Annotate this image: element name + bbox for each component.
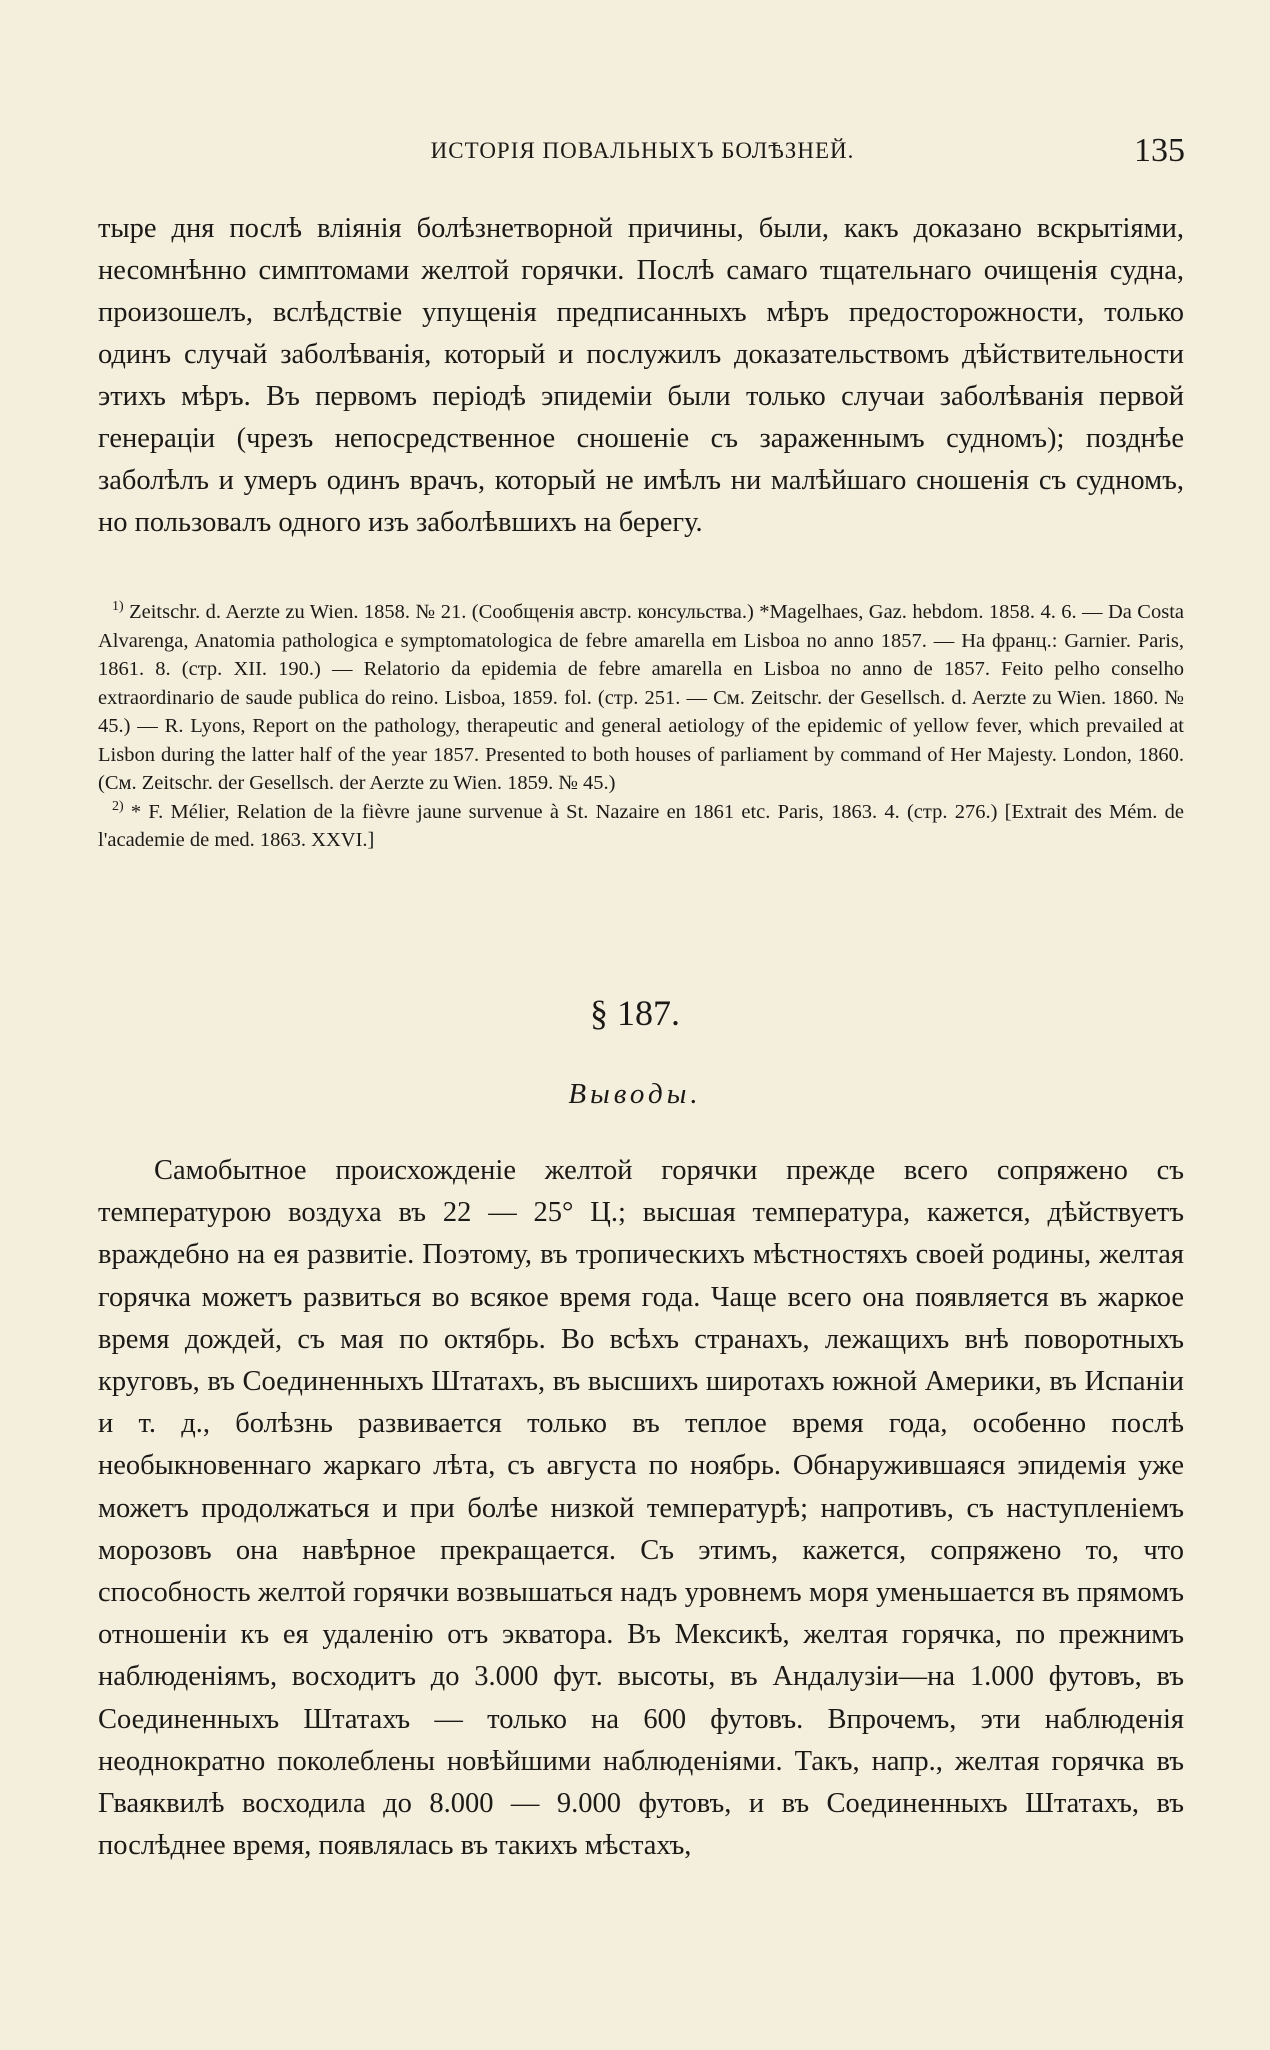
running-title: ИСТОРІЯ ПОВАЛЬНЫХЪ БОЛѢЗНЕЙ. — [430, 138, 855, 163]
section-heading: Выводы. — [568, 1078, 702, 1110]
footnote-1 — [98, 598, 1184, 798]
page-number: 135 — [1134, 132, 1185, 169]
footnote-1-text: Zeitschr. d. Aerzte zu Wien. 1858. № 21. (Сообщенія австр. консульства.) *Magelhaes, Gaz. hebdom. 1858. 4. 6. — Da Costa Alvarenga, Anatomia pathologica e symptomatologica de febre amarella em Lisboa no anno 1857. — На франц.: Garnier. Paris, 1861. 8. (стр. XII. 190.) — Relatorio da epidemia de febre amarella en Lisboa no anno de 1857. Feito pelho conselho extraordinario de saude publica do reino. Lisboa, 1859. fol. (стр. 251. — См. Zeitschr. der Gesellsch. d. Aerzte zu Wien. 1860. № 45.) — R. Lyons, Report on the pathology, therapeutic and general aetiology of the epidemic of yellow fever, which prevailed at Lisbon during the latter half of the year 1857. Presented to both houses of parliament by command of Her Majesty. London, 1860. (См. Zeitschr. der Gesellsch. der Aerzte zu Wien. 1859. № 45.) — [98, 601, 1184, 794]
running-head — [100, 132, 1185, 172]
footnote-1-mark: 1) — [112, 599, 124, 615]
paragraph-continued: тыре дня послѣ вліянія болѣзнетворной причины, были, какъ доказано вскрытіями, несомнѣнно симптомами желтой горячки. Послѣ самаго тщательнаго очищенія судна, произошелъ, вслѣдствіе упущенія предписанныхъ мѣръ предосторожности, только одинъ случай заболѣванія, который и послужилъ доказательствомъ дѣйствительности этихъ мѣръ. Въ первомъ періодѣ эпидеміи были только случаи заболѣванія первой генераціи (чрезъ непосредственное сношеніе съ зараженнымъ судномъ); позднѣе заболѣлъ и умеръ одинъ врачъ, который не имѣлъ ни малѣйшаго сношенія съ судномъ, но пользовалъ одного изъ заболѣвшихъ на берегу. — [98, 213, 1184, 538]
footnote-2-text: * F. Mélier, Relation de la fièvre jaune survenue à St. Nazaire en 1861 etc. Paris, 1863. 4. (стр. 276.) [Extrait des Mém. de l'academie de med. 1863. XXVI.] — [98, 800, 1184, 851]
paragraph-conclusions: Самобытное происхожденіе желтой горячки прежде всего сопряжено съ температурою воздуха въ 22 — 25° Ц.; высшая температура, кажется, дѣйствуетъ враждебно на ея развитіе. Поэтому, въ тропическихъ мѣстностяхъ своей родины, желтая горячка можетъ развиться во всякое время года. Чаще всего она появляется въ жаркое время дождей, съ мая по октябрь. Во всѣхъ странахъ, лежащихъ внѣ поворотныхъ круговъ, въ Соединенныхъ Штатахъ, въ высшихъ широтахъ южной Америки, въ Испаніи и т. д., болѣзнь развивается только въ теплое время года, особенно послѣ необыкновеннаго жаркаго лѣта, съ августа по ноябрь. Обнаружившаяся эпидемія уже можетъ продолжаться и при болѣе низкой температурѣ; напротивъ, съ наступленіемъ морозовъ она навѣрное прекращается. Съ этимъ, кажется, сопряжено то, что способность желтой горячки возвышаться надъ уровнемъ моря уменьшается въ прямомъ отношеніи къ ея удаленію отъ экватора. Въ Мексикѣ, желтая горячка, по прежнимъ наблюденіямъ, восходитъ до 3.000 фут. высоты, въ Андалузіи—на 1.000 футовъ, въ Соединенныхъ Штатахъ — только на 600 футовъ. Впрочемъ, эти наблюденія неоднократно поколеблены новѣйшими наблюденіями. Такъ, напр., желтая горячка въ Гваяквилѣ восходила до 8.000 — 9.000 футовъ, и въ Соединенныхъ Штатахъ, въ послѣднее время, появлялась въ такихъ мѣстахъ, — [98, 1155, 1184, 1862]
section-number: § 187. — [590, 993, 680, 1033]
footnote-2-mark: 2) — [112, 798, 124, 814]
footnotes — [98, 598, 1184, 855]
footnote-2 — [98, 798, 1184, 855]
